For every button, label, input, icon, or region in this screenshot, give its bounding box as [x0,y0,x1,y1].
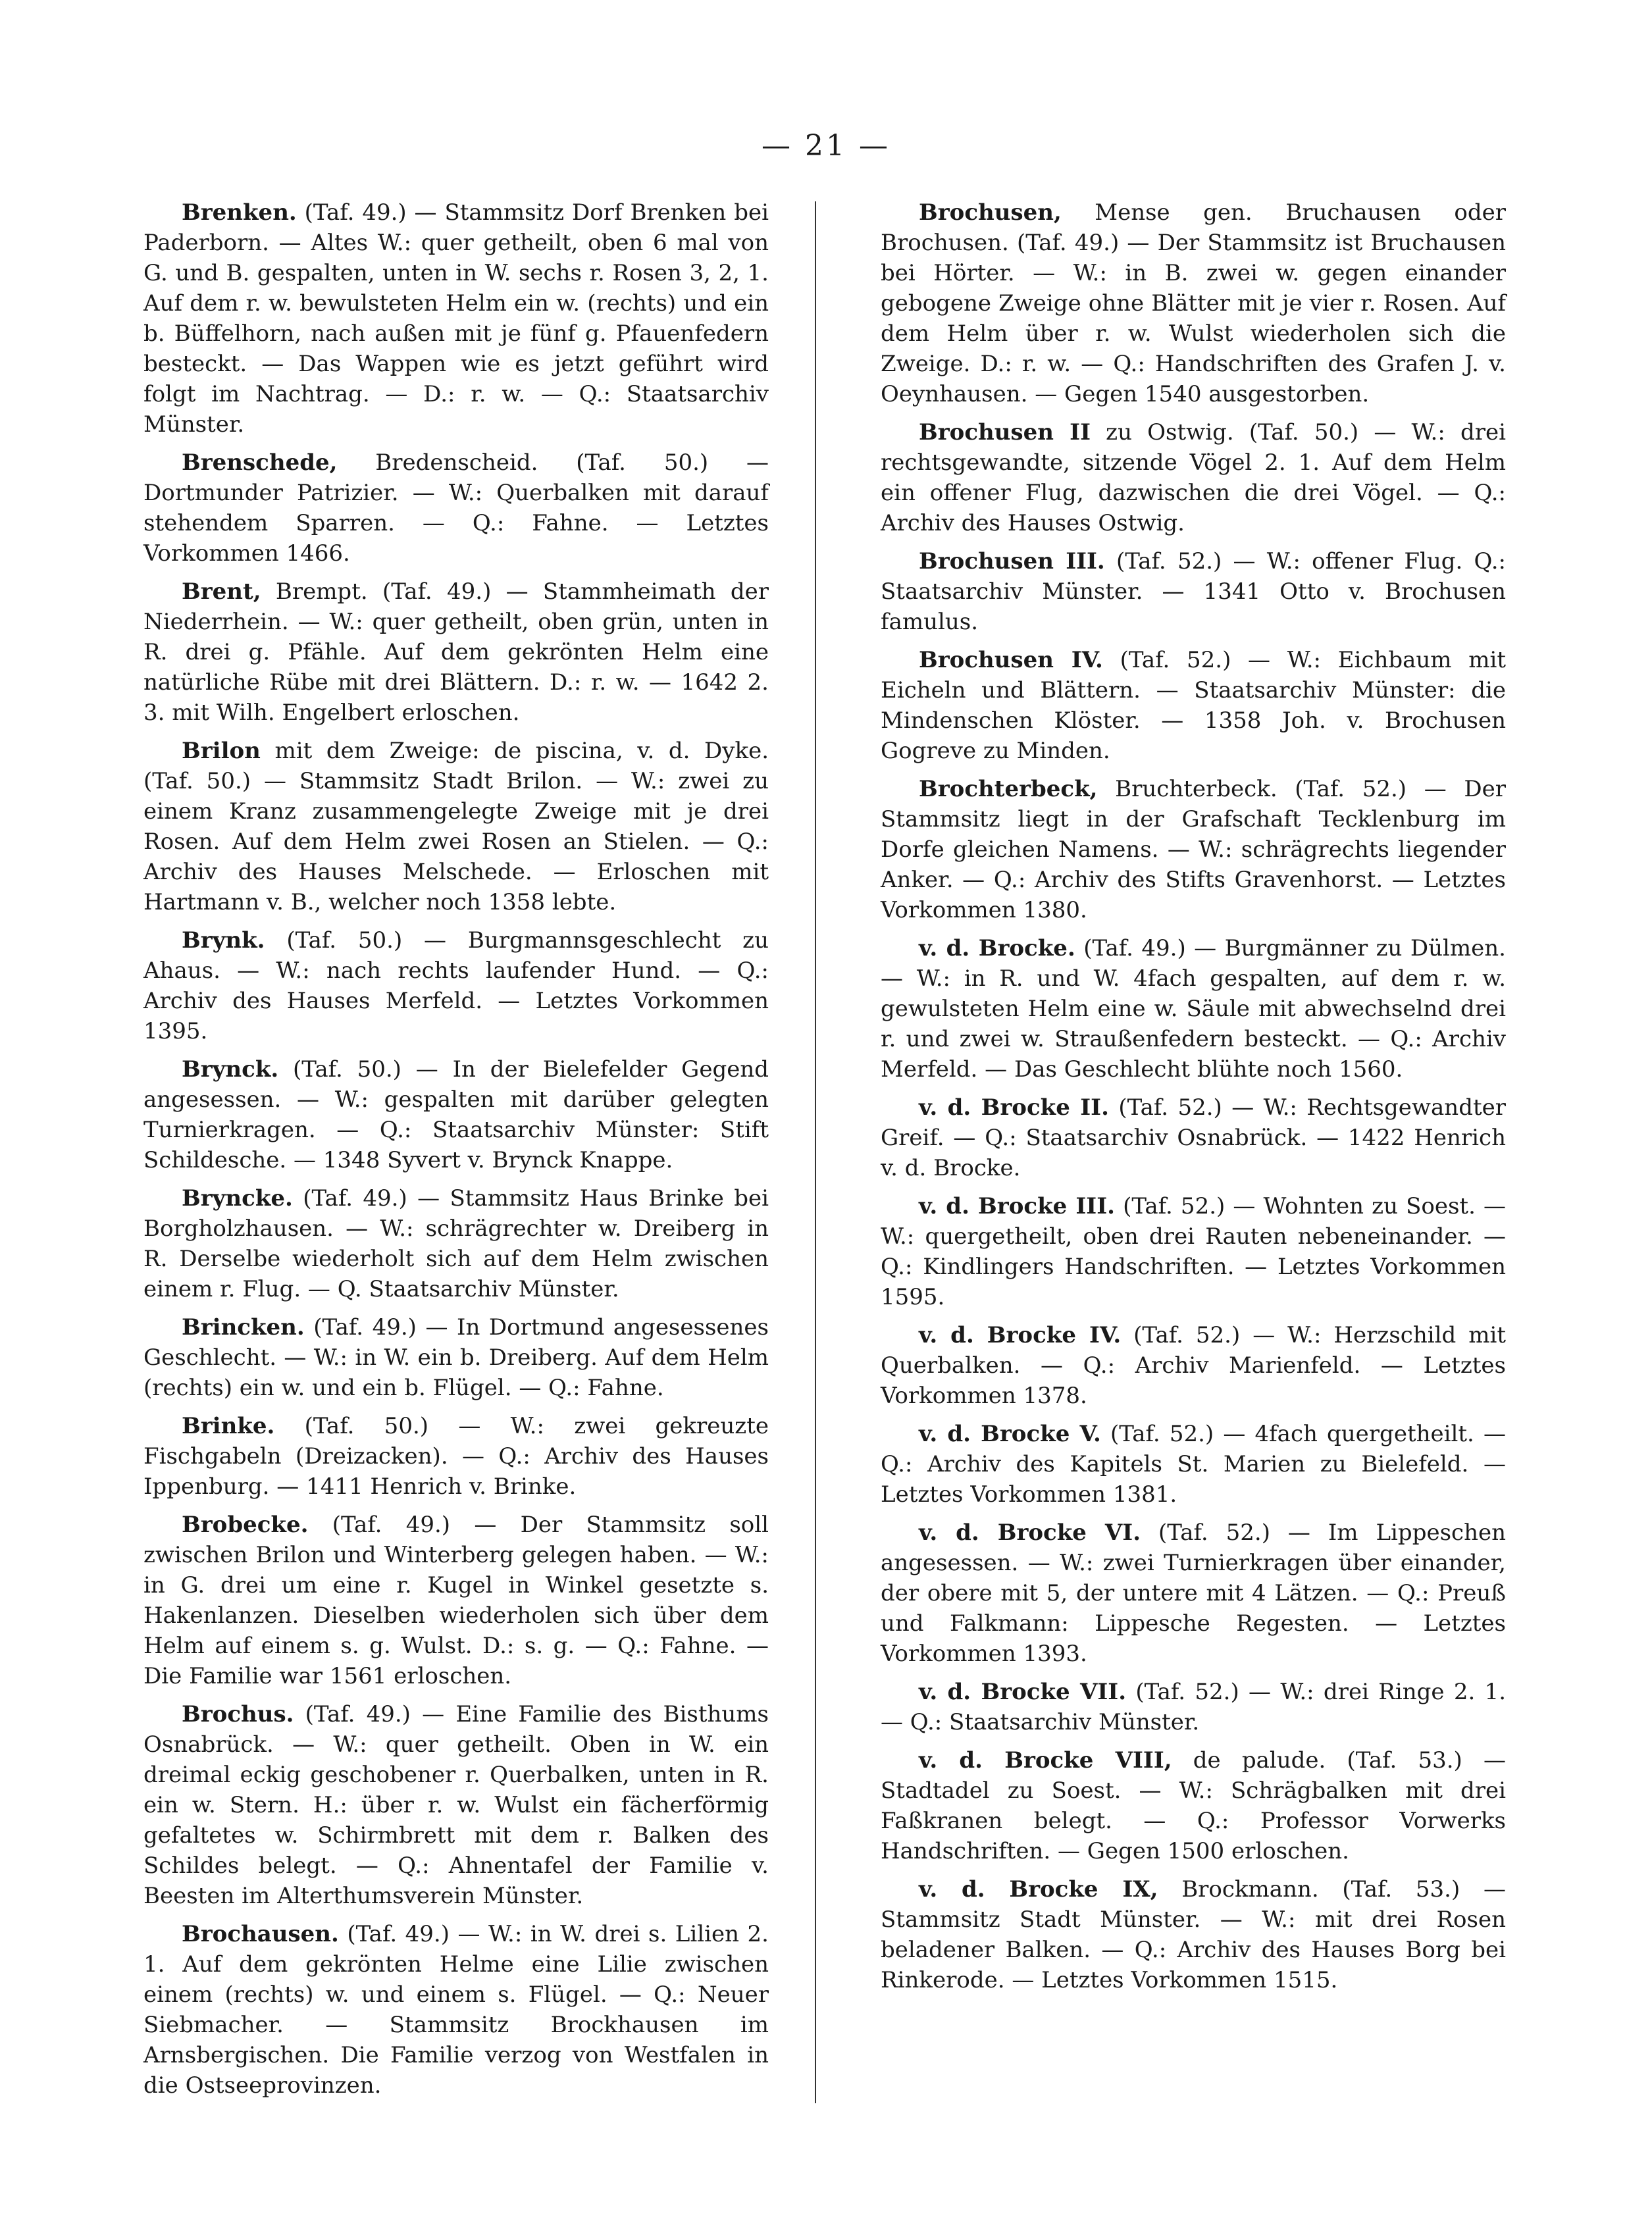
entry-name: Brochusen IV. [919,647,1103,673]
entry [881,774,1506,925]
entry-name: Brent, [182,578,261,605]
entry-name: Brochusen II [919,419,1091,446]
entry [143,1919,769,2101]
entry-name: v. d. Brocke V. [919,1421,1101,1447]
entry-name: Bryncke. [182,1185,293,1212]
entry-text: (Taf. 52.) — Wohnten zu Soest. — W.: quergetheilt, oben drei Rauten nebeneinander. — Q.: Kindlingers Handschriften. — Letztes Vorkommen 1595. [881,1193,1506,1310]
entry-name: v. d. Brocke IV. [919,1322,1122,1348]
entry-text: (Taf. 52.) — Im Lippeschen angesessen. — W.: zwei Turnierkragen über einander, der obere mit 5, der untere mit 4 Lätzen. — Q.: Preuß und Falkmann: Lippesche Regesten. — Letztes Vorkommen 1393. [881,1520,1506,1667]
entry-name: Brilon [182,738,261,764]
entry [143,1411,769,1502]
entry-name: v. d. Brocke III. [919,1193,1115,1219]
entry-name: Brenken. [182,199,297,226]
entry-text: (Taf. 49.) — Der Stammsitz soll zwischen Brilon und Winterberg gelegen haben. — W.: in G. drei um eine r. Kugel in Winkel gesetzte s. Hakenlanzen. Dieselben wiederholen sich über dem Helm auf einem s. g. Wulst. D.: s. g. — Q.: Fahne. — Die Familie war 1561 erloschen. [143,1512,769,1689]
entry-text: (Taf. 49.) — W.: in W. drei s. Lilien 2. 1. Auf dem gekrönten Helme eine Lilie zwischen einem (rechts) w. und einem s. Flügel. — Q.: Neuer Siebmacher. — Stammsitz Brockhausen im Arnsbergischen. Die Familie verzog von Westfalen in die Ostseeprovinzen. [143,1921,769,2099]
entry [881,1518,1506,1669]
entry-text: (Taf. 52.) — W.: Rechtsgewandter Greif. — Q.: Staatsarchiv Osnabrück. — 1422 Henrich v. d. Brocke. [881,1094,1506,1181]
entry-text: zu Ostwig. (Taf. 50.) — W.: drei rechtsgewandte, sitzende Vögel 2. 1. Auf dem Helm ein offener Flug, dazwischen die drei Vögel. — Q.: Archiv des Hauses Ostwig. [881,419,1507,536]
entry-name: Brincken. [182,1314,305,1341]
entry-text: (Taf. 50.) — Burgmannsgeschlecht zu Ahaus. — W.: nach rechts laufender Hund. — Q.: Archiv des Hauses Merfeld. — Letztes Vorkommen 1395. [143,927,769,1044]
entry [881,1320,1506,1411]
entry-text: de palude. (Taf. 53.) — Stadtadel zu Soest. — W.: Schrägbalken mit drei Faßkranen belegt. — Q.: Professor Vorwerks Handschriften. — Gegen 1500 erloschen. [881,1747,1507,1864]
entry [881,1677,1506,1737]
entry-text: Brempt. (Taf. 49.) — Stammheimath der Niederrhein. — W.: quer getheilt, oben grün, unten in R. drei g. Pfähle. Auf dem gekrönten Helm eine natürliche Rübe mit drei Blättern. D.: r. w. — 1642 2. 3. mit Wilh. Engelbert erloschen. [143,578,769,726]
entry-name: Brochterbeck, [919,776,1098,802]
entry [143,1183,769,1304]
entry-name: v. d. Brocke VII. [919,1679,1127,1705]
entry-name: v. d. Brocke II. [919,1094,1109,1121]
entry-name: v. d. Brocke. [919,935,1075,961]
entry [143,736,769,917]
entry-name: Brochus. [182,1701,294,1727]
entry [881,1874,1506,1995]
right-column [881,197,1506,2003]
entry-text: (Taf. 52.) — W.: Herzschild mit Querbalken. — Q.: Archiv Marienfeld. — Letztes Vorkommen 1378. [881,1322,1506,1409]
entry-name: Brenschede, [182,449,338,476]
entry-text: Bruchterbeck. (Taf. 52.) — Der Stammsitz liegt in der Grafschaft Tecklenburg im Dorfe gleichen Namens. — W.: schrägrechts liegender Anker. — Q.: Archiv des Stifts Gravenhorst. — Letztes Vorkommen 1380. [881,776,1506,923]
entry-text: (Taf. 50.) — W.: zwei gekreuzte Fischgabeln (Dreizacken). — Q.: Archiv des Hauses Ippenburg. — 1411 Henrich v. Brinke. [143,1413,769,1500]
entry [143,1699,769,1911]
entry [143,1054,769,1175]
entry-name: Brynk. [182,927,265,954]
entry [143,448,769,569]
entry [881,1745,1506,1866]
entry-name: v. d. Brocke IX, [919,1876,1158,1903]
entry-text: (Taf. 52.) — 4fach quergetheilt. — Q.: Archiv des Kapitels St. Marien zu Bielefeld. — Letztes Vorkommen 1381. [881,1421,1506,1508]
entry-text: (Taf. 49.) — Stammsitz Dorf Brenken bei Paderborn. — Altes W.: quer getheilt, oben 6 mal von G. und B. gespalten, unten in W. sechs r. Rosen 3, 2, 1. Auf dem r. w. bewulsteten Helm ein w. (rechts) und ein b. Büffelhorn, nach außen mit je fünf g. Pfauenfedern besteckt. — Das Wappen wie es jetzt geführt wird folgt im Nachtrag. — D.: r. w. — Q.: Staatsarchiv Münster. [143,199,769,438]
column-divider [815,201,816,2103]
entry [881,197,1506,409]
entry-text: (Taf. 52.) — W.: drei Ringe 2. 1. — Q.: Staatsarchiv Münster. [881,1679,1506,1735]
entry-text: (Taf. 49.) — Burgmänner zu Dülmen. — W.: in R. und W. 4fach gespalten, auf dem r. w. gewulsteten Helm eine w. Säule mit abwechselnd drei r. und zwei w. Straußenfedern besteckt. — Q.: Archiv Merfeld. — Das Geschlecht blühte noch 1560. [881,935,1506,1083]
entry-text: Brockmann. (Taf. 53.) — Stammsitz Stadt Münster. — W.: mit drei Rosen beladener Balken. — Q.: Archiv des Hauses Borg bei Rinkerode. — Letztes Vorkommen 1515. [881,1876,1506,1993]
entry [143,197,769,440]
entry [143,1312,769,1403]
entry [143,925,769,1046]
entry-name: v. d. Brocke VI. [919,1520,1141,1546]
entry [143,1510,769,1691]
entry [881,933,1506,1085]
entry [881,1419,1506,1510]
entry-text: (Taf. 49.) — Stammsitz Haus Brinke bei Borgholzhausen. — W.: schrägrechter w. Dreiberg in R. Derselbe wiederholt sich auf dem Helm zwischen einem r. Flug. — Q. Staatsarchiv Münster. [143,1185,769,1302]
entry-name: Brinke. [182,1413,275,1439]
entry-name: Brobecke. [182,1512,309,1538]
entry [881,1191,1506,1312]
entry-text: (Taf. 52.) — W.: offener Flug. Q.: Staatsarchiv Münster. — 1341 Otto v. Brochusen famulus. [881,548,1506,635]
left-column [143,197,769,2109]
entry-name: Brochausen. [182,1921,339,1947]
entry-name: Brochusen, [919,199,1062,226]
entry-text: Bredenscheid. (Taf. 50.) — Dortmunder Patrizier. — W.: Querbalken mit darauf stehendem Sparren. — Q.: Fahne. — Letztes Vorkommen 1466. [143,449,769,567]
entry-text: (Taf. 52.) — W.: Eichbaum mit Eicheln und Blättern. — Staatsarchiv Münster: die Mindenschen Klöster. — 1358 Joh. v. Brochusen Gogreve zu Minden. [881,647,1506,764]
entry-text: mit dem Zweige: de piscina, v. d. Dyke. (Taf. 50.) — Stammsitz Stadt Brilon. — W.: zwei zu einem Kranz zusammengelegte Zweige mit je drei Rosen. Auf dem Helm zwei Rosen an Stielen. — Q.: Archiv des Hauses Melschede. — Erloschen mit Hartmann v. B., welcher noch 1358 lebte. [143,738,769,915]
entry-name: Brynck. [182,1056,279,1083]
page-number: — 21 — [761,129,891,163]
entry-text: (Taf. 49.) — In Dortmund angesessenes Geschlecht. — W.: in W. ein b. Dreiberg. Auf dem Helm (rechts) ein w. und ein b. Flügel. — Q.: Fahne. [143,1314,769,1401]
entry-text: (Taf. 49.) — Eine Familie des Bisthums Osnabrück. — W.: quer getheilt. Oben in W. ein dreimal eckig geschobener r. Querbalken, unten in R. ein w. Stern. H.: über r. w. Wulst ein fächerförmig gefaltetes w. Schirmbrett mit dem r. Balken des Schildes belegt. — Q.: Ahnentafel der Familie v. Beesten im Alterthumsverein Münster. [143,1701,769,1909]
entry [881,1092,1506,1183]
entry-text: Mense gen. Bruchausen oder Brochusen. (Taf. 49.) — Der Stammsitz ist Bruchausen bei Hörter. — W.: in B. zwei w. gegen einander gebogene Zweige ohne Blätter mit je vier r. Rosen. Auf dem Helm über r. w. Wulst wiederholen sich die Zweige. D.: r. w. — Q.: Handschriften des Grafen J. v. Oeynhausen. — Gegen 1540 ausgestorben. [881,199,1506,407]
entry-text: (Taf. 50.) — In der Bielefelder Gegend angesessen. — W.: gespalten mit darüber gelegten Turnierkragen. — Q.: Staatsarchiv Münster: Stift Schildesche. — 1348 Syvert v. Brynck Knappe. [143,1056,769,1173]
entry [881,417,1506,538]
entry [881,645,1506,766]
entry [143,576,769,728]
entry [881,546,1506,637]
entry-name: Brochusen III. [919,548,1105,575]
entry-name: v. d. Brocke VIII, [919,1747,1172,1774]
